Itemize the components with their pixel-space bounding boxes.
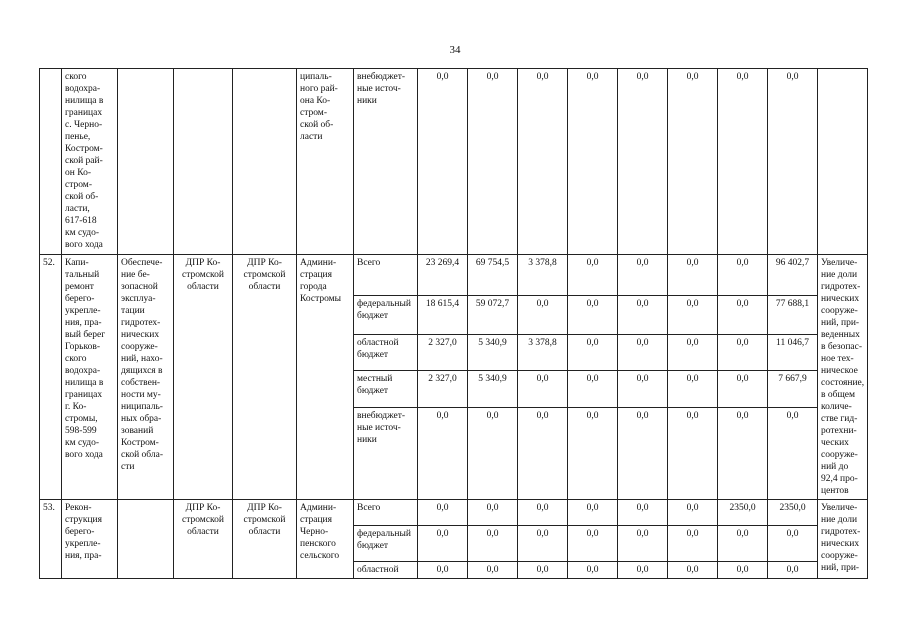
executor-cell: Админи- страция Черно- пенского сельского xyxy=(297,500,354,579)
value-cell: 0,0 xyxy=(568,334,618,371)
value-cell: 23 269,4 xyxy=(418,255,468,296)
value-cell: 0,0 xyxy=(768,69,818,255)
value-cell: 0,0 xyxy=(768,408,818,500)
value-cell: 0,0 xyxy=(518,69,568,255)
value-cell: 0,0 xyxy=(718,371,768,408)
value-cell: 0,0 xyxy=(618,371,668,408)
source-label-cell: областной бюджет xyxy=(354,334,418,371)
value-cell: 0,0 xyxy=(668,562,718,579)
value-cell: 2 327,0 xyxy=(418,371,468,408)
value-cell: 0,0 xyxy=(518,526,568,562)
value-cell: 0,0 xyxy=(418,69,468,255)
value-cell: 0,0 xyxy=(518,562,568,579)
recipient-cell: ДПР Ко- стромской области xyxy=(233,255,297,500)
value-cell: 0,0 xyxy=(568,295,618,334)
value-cell: 0,0 xyxy=(618,69,668,255)
value-cell: 0,0 xyxy=(418,500,468,526)
value-cell: 0,0 xyxy=(568,371,618,408)
value-cell: 0,0 xyxy=(468,562,518,579)
value-cell: 0,0 xyxy=(718,526,768,562)
value-cell: 0,0 xyxy=(568,500,618,526)
value-cell: 0,0 xyxy=(668,408,718,500)
customer-cell: ДПР Ко- стромской области xyxy=(174,500,233,579)
value-cell: 0,0 xyxy=(718,255,768,296)
goal-cell: Обеспече- ние бе- зопасной эксплуа- тации гидротех- нических сооруже- ний, нахо- дящихся в собствен- ности му- ниципаль- ных обра- зований Костром- ской обла- сти xyxy=(118,255,174,500)
value-cell: 0,0 xyxy=(718,295,768,334)
source-label-cell: областной xyxy=(354,562,418,579)
value-cell: 0,0 xyxy=(518,500,568,526)
source-label-cell: Всего xyxy=(354,500,418,526)
value-cell: 5 340,9 xyxy=(468,334,518,371)
value-cell: 69 754,5 xyxy=(468,255,518,296)
index-cell: 52. xyxy=(40,255,62,500)
value-cell: 0,0 xyxy=(618,500,668,526)
value-cell: 0,0 xyxy=(518,408,568,500)
value-cell: 0,0 xyxy=(718,562,768,579)
value-cell: 0,0 xyxy=(668,295,718,334)
value-cell: 0,0 xyxy=(418,562,468,579)
value-cell: 2 327,0 xyxy=(418,334,468,371)
source-label-cell: местный бюджет xyxy=(354,371,418,408)
table-row xyxy=(40,255,868,296)
value-cell: 7 667,9 xyxy=(768,371,818,408)
value-cell: 0,0 xyxy=(668,526,718,562)
index-cell: 53. xyxy=(40,500,62,579)
object-cell: Капи- тальный ремонт берего- укрепле- ния, пра- вый берег Горьков- ского водохра- нилища в границах г. Ко- стромы, 598-599 км судо- вого хода xyxy=(62,255,118,500)
executor-cell: ципаль- ного рай- она Ко- стром- ской об- ласти xyxy=(297,69,354,255)
value-cell: 11 046,7 xyxy=(768,334,818,371)
program-activities-table xyxy=(39,68,868,579)
value-cell: 0,0 xyxy=(518,371,568,408)
value-cell: 0,0 xyxy=(718,408,768,500)
value-cell: 0,0 xyxy=(618,334,668,371)
goal-cell xyxy=(118,500,174,579)
value-cell: 0,0 xyxy=(418,408,468,500)
recipient-cell xyxy=(233,69,297,255)
source-label-cell: внебюджет- ные источ- ники xyxy=(354,408,418,500)
result-cell xyxy=(818,69,868,255)
result-cell: Увеличе- ние доли гидротех- нических сооруже- ний, при- xyxy=(818,500,868,579)
value-cell: 0,0 xyxy=(668,334,718,371)
table-row xyxy=(40,69,868,255)
source-label-cell: внебюджет- ные источ- ники xyxy=(354,69,418,255)
value-cell: 0,0 xyxy=(468,408,518,500)
value-cell: 3 378,8 xyxy=(518,334,568,371)
value-cell: 0,0 xyxy=(768,562,818,579)
value-cell: 0,0 xyxy=(768,526,818,562)
result-cell: Увеличе- ние доли гидротех- нических сооруже- ний, при- веденных в безопас- ное тех- ническое состояние, в общем количе- стве гид- ротехни- ческих сооруже- ний до 92,4 про- центов xyxy=(818,255,868,500)
value-cell: 0,0 xyxy=(568,562,618,579)
customer-cell xyxy=(174,69,233,255)
value-cell: 0,0 xyxy=(668,255,718,296)
value-cell: 2350,0 xyxy=(768,500,818,526)
value-cell: 0,0 xyxy=(618,408,668,500)
value-cell: 0,0 xyxy=(568,69,618,255)
source-label-cell: федеральный бюджет xyxy=(354,526,418,562)
value-cell: 0,0 xyxy=(618,526,668,562)
value-cell: 5 340,9 xyxy=(468,371,518,408)
value-cell: 18 615,4 xyxy=(418,295,468,334)
value-cell: 2350,0 xyxy=(718,500,768,526)
value-cell: 96 402,7 xyxy=(768,255,818,296)
value-cell: 0,0 xyxy=(568,255,618,296)
value-cell: 59 072,7 xyxy=(468,295,518,334)
value-cell: 0,0 xyxy=(668,500,718,526)
value-cell: 0,0 xyxy=(568,526,618,562)
customer-cell: ДПР Ко- стромской области xyxy=(174,255,233,500)
executor-cell: Админи- страция города Костромы xyxy=(297,255,354,500)
value-cell: 0,0 xyxy=(618,295,668,334)
value-cell: 0,0 xyxy=(568,408,618,500)
page-number: 34 xyxy=(449,44,461,56)
value-cell: 0,0 xyxy=(468,500,518,526)
recipient-cell: ДПР Ко- стромской области xyxy=(233,500,297,579)
value-cell: 0,0 xyxy=(618,562,668,579)
source-label-cell: федеральный бюджет xyxy=(354,295,418,334)
goal-cell xyxy=(118,69,174,255)
value-cell: 0,0 xyxy=(718,334,768,371)
source-label-cell: Всего xyxy=(354,255,418,296)
table-row xyxy=(40,500,868,526)
value-cell: 77 688,1 xyxy=(768,295,818,334)
value-cell: 3 378,8 xyxy=(518,255,568,296)
value-cell: 0,0 xyxy=(668,371,718,408)
object-cell: ского водохра- нилища в границах с. Черно- пенье, Костром- ской рай- он Ко- стром- ской об- ласти, 617-618 км судо- вого хода xyxy=(62,69,118,255)
value-cell: 0,0 xyxy=(618,255,668,296)
value-cell: 0,0 xyxy=(468,69,518,255)
object-cell: Рекон- струкция берего- укрепле- ния, пра- xyxy=(62,500,118,579)
value-cell: 0,0 xyxy=(418,526,468,562)
index-cell xyxy=(40,69,62,255)
value-cell: 0,0 xyxy=(718,69,768,255)
value-cell: 0,0 xyxy=(518,295,568,334)
value-cell: 0,0 xyxy=(468,526,518,562)
value-cell: 0,0 xyxy=(668,69,718,255)
